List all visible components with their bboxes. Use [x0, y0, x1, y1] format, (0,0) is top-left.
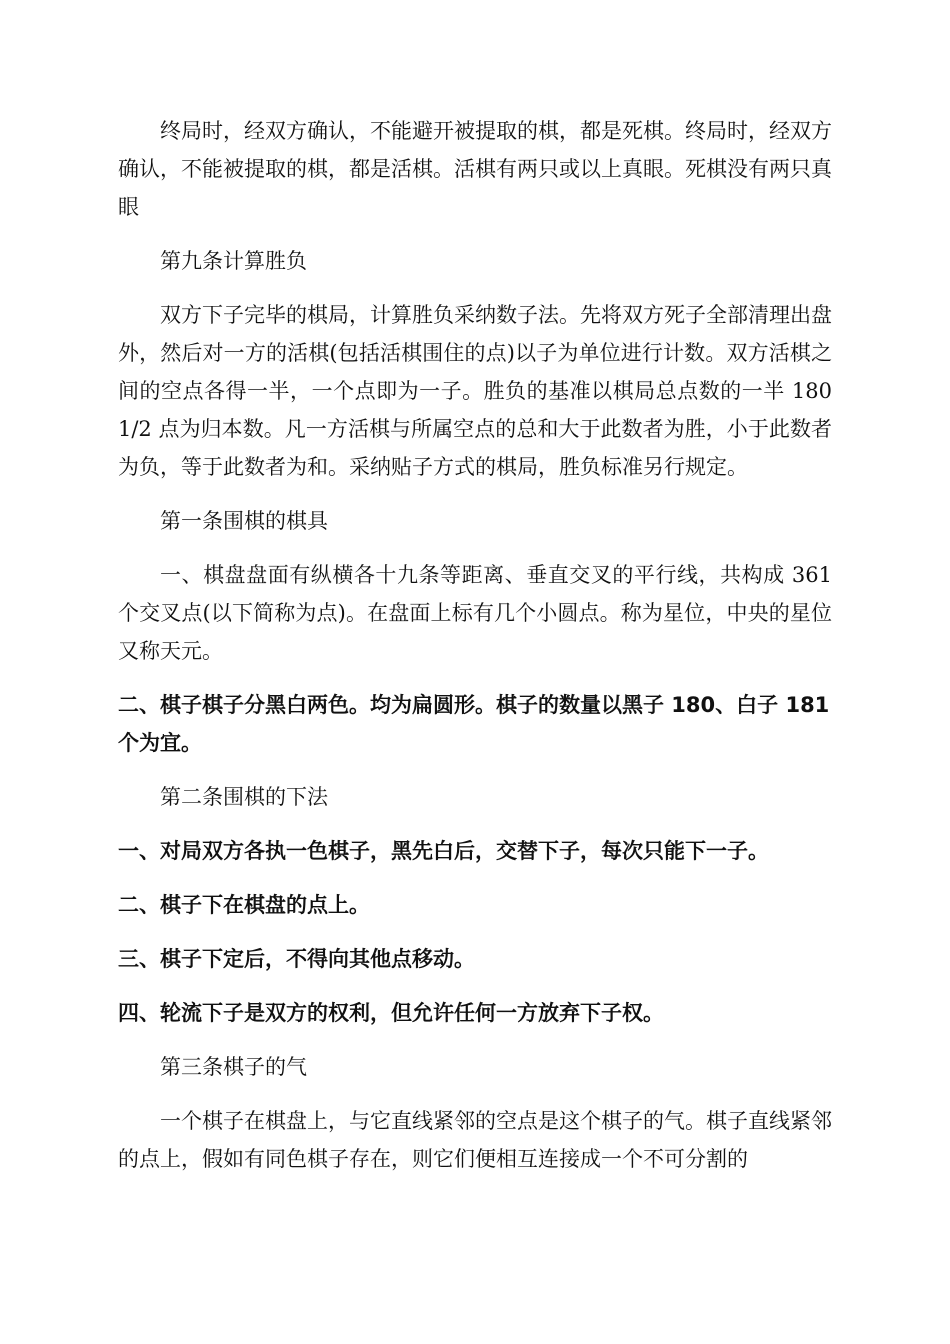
heading-article-3: 第三条棋子的气 — [160, 1055, 307, 1079]
paragraph-live-dead-stones: 终局时，经双方确认，不能避开被提取的棋，都是死棋。终局时，经双方确认，不能被提取的棋，都是活棋。活棋有两只或以上真眼。死棋没有两只真眼 — [118, 119, 832, 219]
heading-article-1: 第一条围棋的棋具 — [160, 509, 328, 533]
rule-item-1: 一、对局双方各执一色棋子，黑先白后，交替下子，每次只能下一子。 — [118, 839, 769, 863]
paragraph-scoring: 双方下子完毕的棋局，计算胜负采纳数子法。先将双方死子全部清理出盘外，然后对一方的活棋(包括活棋围住的点)以子为单位进行计数。双方活棋之间的空点各得一半，一个点即为一子。胜负的基准以棋局总点数的一半 1801/2 点为归本数。凡一方活棋与所属空点的总和大于此数者为胜，小于此数者为负，等于此数者为和。采纳贴子方式的棋局，胜负标准另行规定。 — [118, 303, 832, 479]
heading-article-2: 第二条围棋的下法 — [160, 785, 328, 809]
rule-item-4: 四、轮流下子是双方的权利，但允许任何一方放弃下子权。 — [118, 1001, 664, 1025]
rule-item-2: 二、棋子下在棋盘的点上。 — [118, 893, 370, 917]
paragraph-liberties: 一个棋子在棋盘上，与它直线紧邻的空点是这个棋子的气。棋子直线紧邻的点上，假如有同色棋子存在，则它们便相互连接成一个不可分割的 — [118, 1109, 832, 1171]
paragraph-stones: 二、棋子棋子分黑白两色。均为扁圆形。棋子的数量以黑子 180、白子 181 个为宜。 — [118, 693, 830, 755]
document-page — [118, 112, 832, 1178]
rule-item-3: 三、棋子下定后，不得向其他点移动。 — [118, 947, 475, 971]
paragraph-board: 一、棋盘盘面有纵横各十九条等距离、垂直交叉的平行线，共构成 361 个交叉点(以下简称为点)。在盘面上标有几个小圆点。称为星位，中央的星位又称天元。 — [118, 563, 832, 663]
heading-article-9: 第九条计算胜负 — [160, 249, 307, 273]
